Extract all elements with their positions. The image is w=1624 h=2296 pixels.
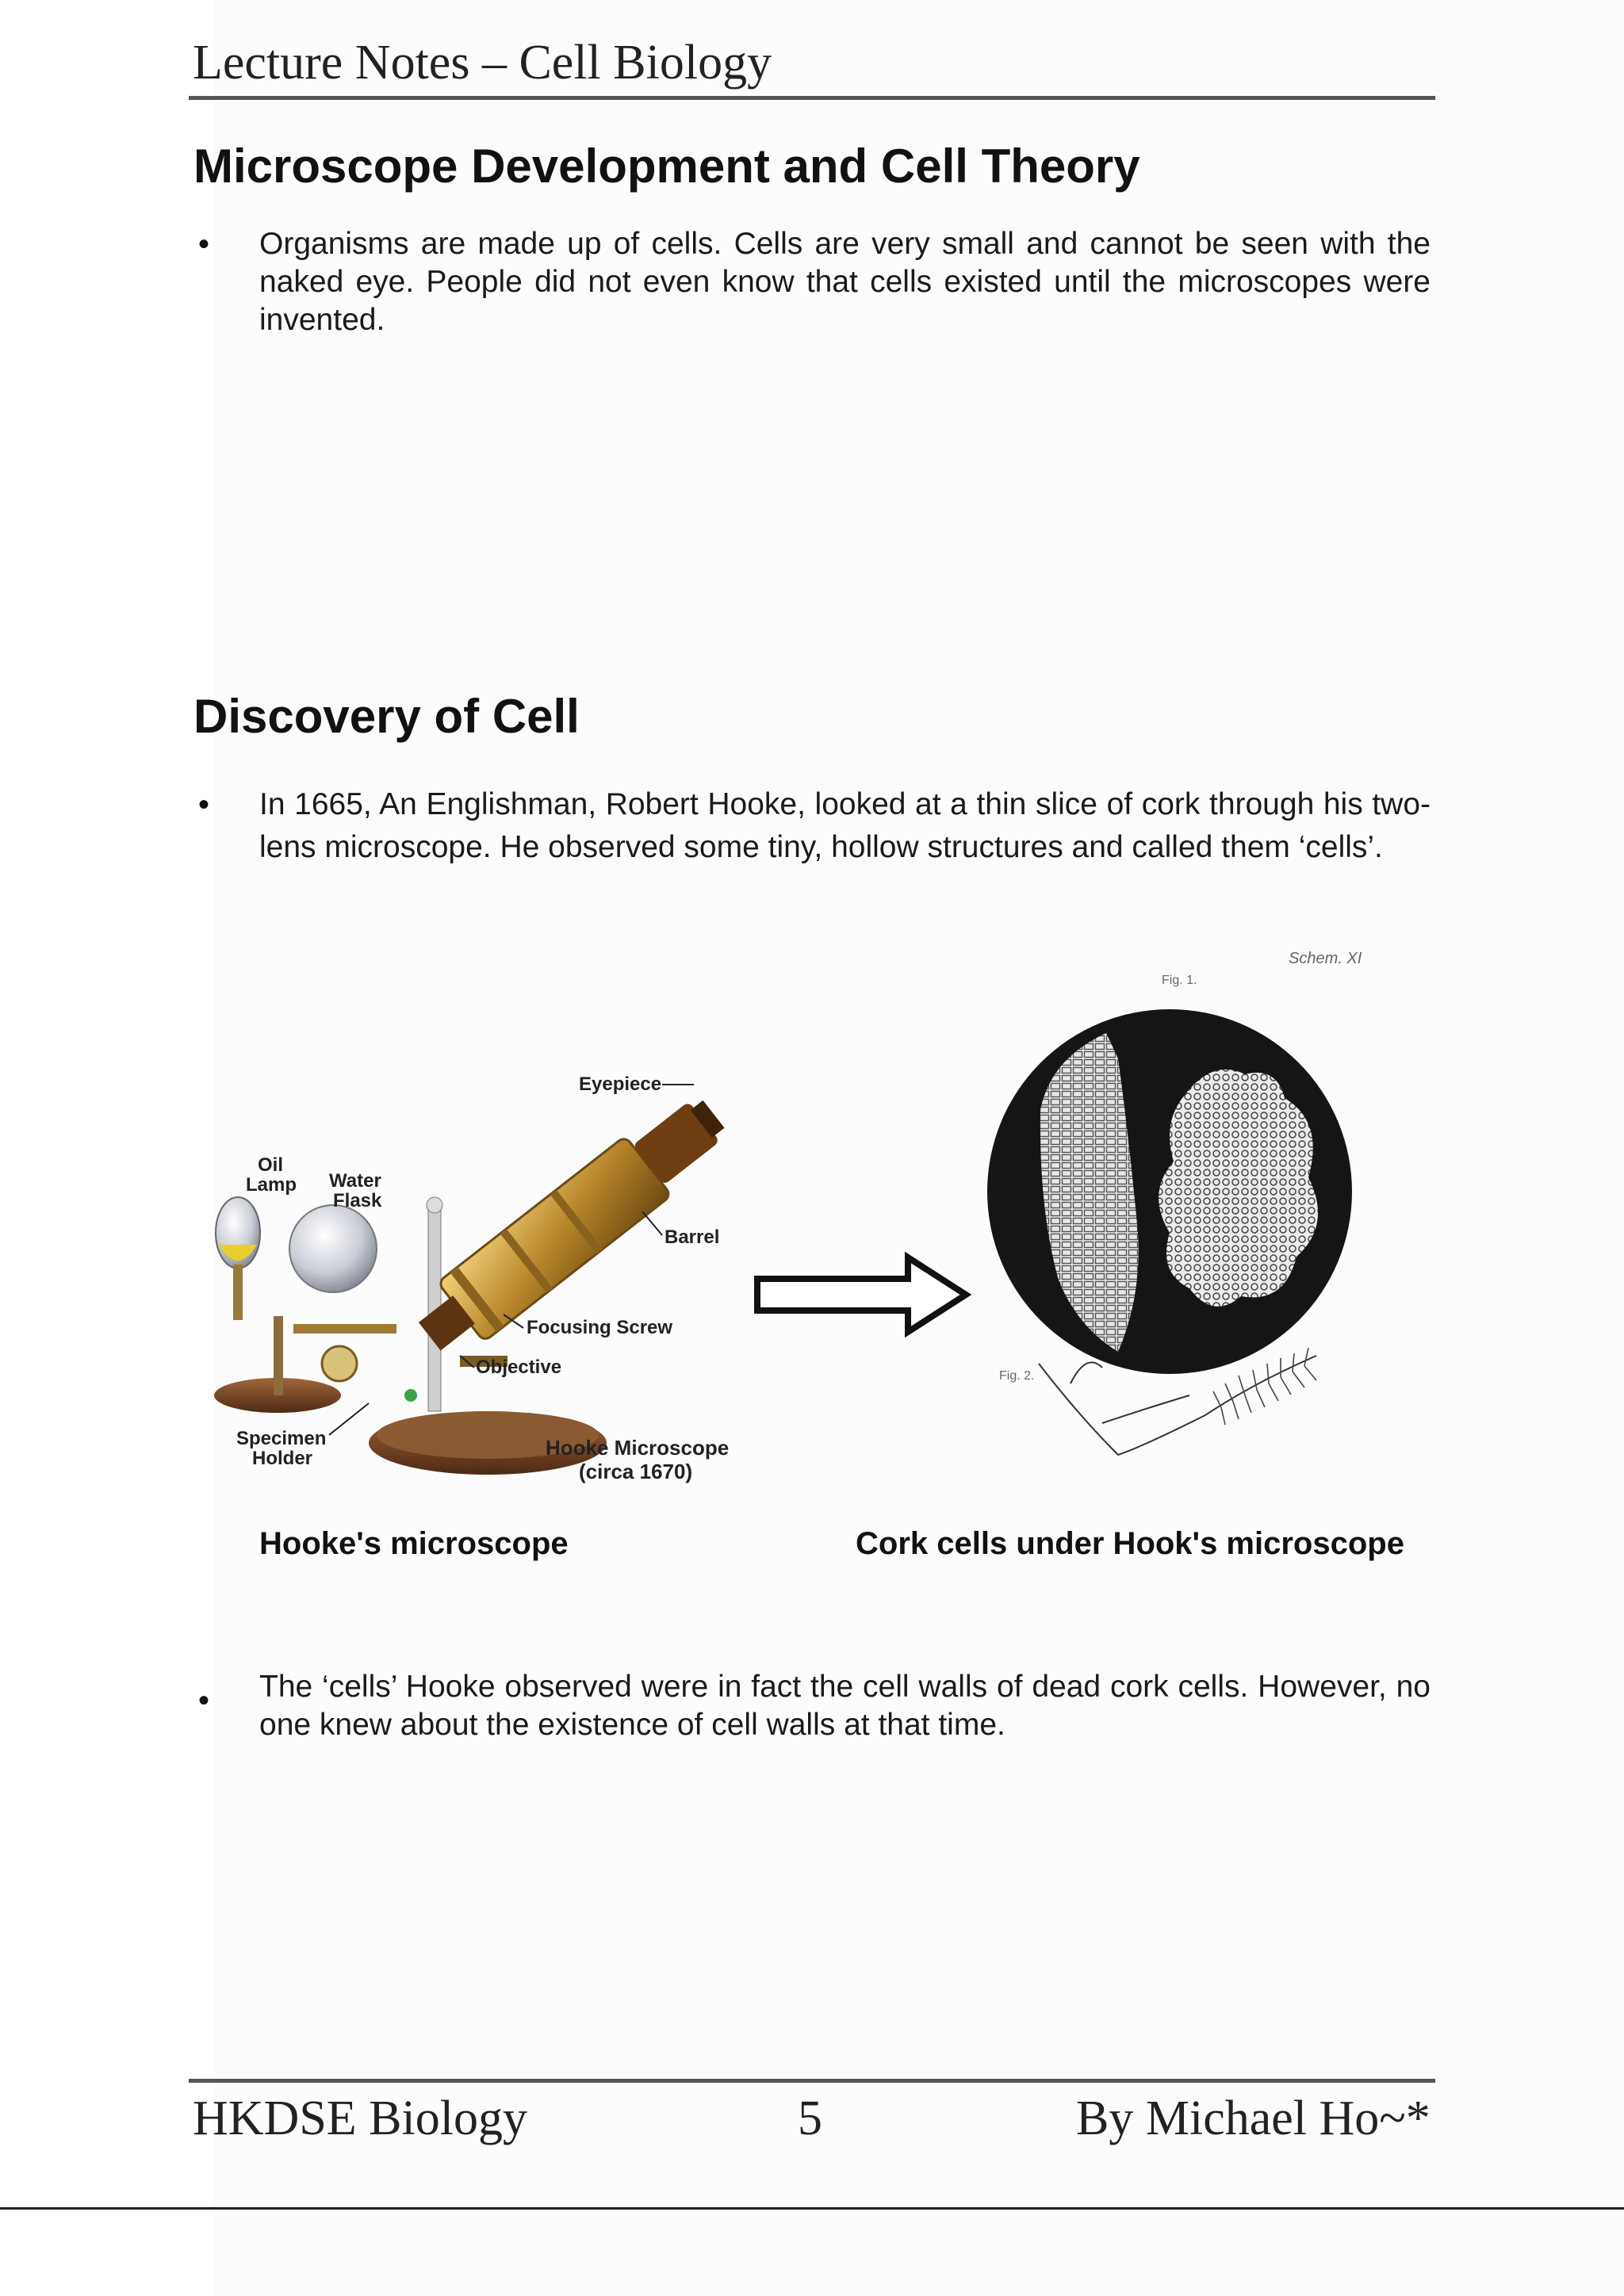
label-schem: Schem. XI (1289, 950, 1362, 967)
label-holder: Holder (252, 1448, 313, 1469)
label-barrel: Barrel (665, 1226, 720, 1248)
microscope-barrel (438, 1136, 672, 1342)
paragraph-cell-walls: The ‘cells’ Hooke observed were in fact the cell walls of dead cork cells. However, no one knew about the existence of cell walls at that time. (259, 1670, 1431, 1742)
water-flask (289, 1205, 377, 1292)
label-flask: Flask (333, 1190, 382, 1211)
cork-cells-illustration (983, 939, 1364, 1479)
bullet-marker: • (198, 227, 210, 262)
bullet-marker: • (198, 1683, 210, 1718)
section-heading-discovery-of-cell: Discovery of Cell (193, 690, 580, 743)
caption-hooke-microscope: Hooke's microscope (259, 1526, 569, 1561)
paragraph-robert-hooke: In 1665, An Englishman, Robert Hooke, looked at a thin slice of cork through his two-lens microscope. He observed some tiny, hollow structures and called them ‘cells’. (259, 787, 1431, 864)
arrow-right-icon (753, 1251, 975, 1338)
paragraph-organisms-cells: Organisms are made up of cells. Cells are very small and cannot be seen with the naked eye. People did not even know that cells existed until the microscopes were invented. (259, 227, 1431, 337)
section-heading-microscope-development: Microscope Development and Cell Theory (193, 140, 1140, 193)
caption-cork-cells: Cork cells under Hook's microscope (856, 1526, 1404, 1561)
label-oil: Oil (258, 1154, 284, 1176)
header-rule (189, 96, 1435, 100)
label-specimen: Specimen (236, 1428, 327, 1449)
label-fig2: Fig. 2. (999, 1369, 1035, 1383)
label-eyepiece: Eyepiece (579, 1073, 662, 1095)
bullet-marker: • (198, 787, 210, 822)
label-focusing-screw: Focusing Screw (527, 1317, 673, 1338)
label-lamp: Lamp (246, 1174, 297, 1196)
footer-page-number: 5 (798, 2091, 822, 2145)
page-end-rule (0, 2207, 1624, 2210)
label-objective: Objective (476, 1357, 562, 1378)
footer-rule (189, 2079, 1435, 2083)
label-fig1: Fig. 1. (1162, 974, 1197, 987)
footer-author: By Michael Ho~* (1076, 2091, 1431, 2145)
footer-course: HKDSE Biology (193, 2091, 527, 2145)
header-title: Lecture Notes – Cell Biology (193, 36, 772, 90)
hooke-microscope-illustration (198, 1062, 769, 1498)
label-water: Water (329, 1170, 381, 1192)
label-hooke-microscope: Hooke Microscope (546, 1436, 730, 1460)
label-circa: (circa 1670) (579, 1460, 693, 1483)
